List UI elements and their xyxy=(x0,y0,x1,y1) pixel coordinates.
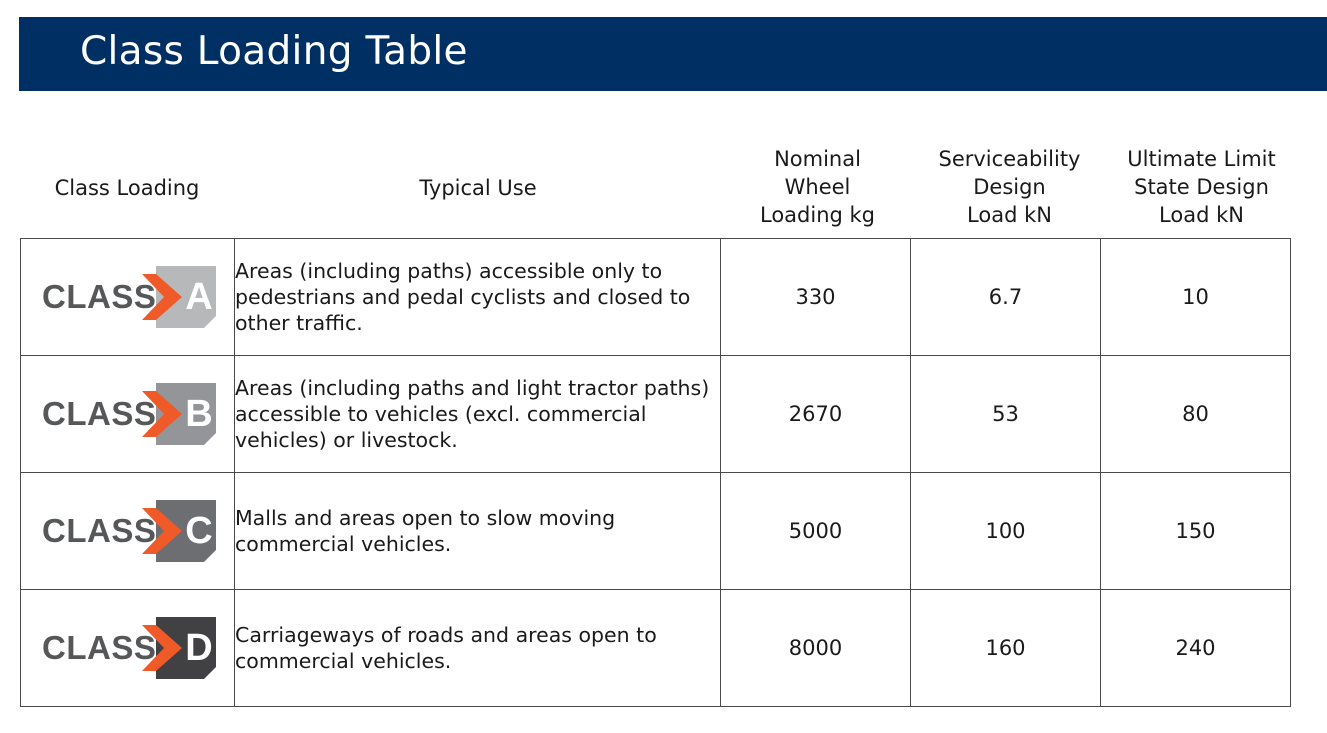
ultimate-load-cell: 150 xyxy=(1101,473,1291,590)
class-loading-table xyxy=(20,238,1291,707)
badge-letter: C xyxy=(185,510,213,552)
header-nominal-wheel-loading: Nominal Wheel Loading kg xyxy=(759,147,876,227)
badge-letter: B xyxy=(185,393,213,435)
ultimate-load-cell: 10 xyxy=(1101,239,1291,356)
header-typical-use: Typical Use xyxy=(419,176,537,200)
class-b-badge xyxy=(40,383,216,445)
table-row xyxy=(21,356,1291,473)
typical-use-cell: Areas (including paths) accessible only to pedestrians and pedal cyclists and closed to other traffic. xyxy=(235,239,721,356)
class-c-badge xyxy=(40,500,216,562)
header-serviceability-design-load: Serviceability Design Load kN xyxy=(938,147,1081,227)
badge-word: CLASS xyxy=(42,512,157,549)
title-bar xyxy=(19,17,1327,91)
class-a-badge xyxy=(40,266,216,328)
typical-use-cell: Areas (including paths and light tractor paths) accessible to vehicles (excl. commercial vehicles) or livestock. xyxy=(235,356,721,473)
table-row xyxy=(21,239,1291,356)
class-cell xyxy=(21,239,235,356)
header-class-loading: Class Loading xyxy=(54,176,200,200)
badge-letter: A xyxy=(185,276,213,318)
table-row xyxy=(21,473,1291,590)
serviceability-load-cell: 100 xyxy=(911,473,1101,590)
header-ultimate-limit-state-load: Ultimate Limit State Design Load kN xyxy=(1127,147,1276,227)
wheel-loading-cell: 5000 xyxy=(721,473,911,590)
wheel-loading-cell: 2670 xyxy=(721,356,911,473)
typical-use-cell: Malls and areas open to slow moving commercial vehicles. xyxy=(235,473,721,590)
ultimate-load-cell: 240 xyxy=(1101,590,1291,707)
class-d-badge xyxy=(40,617,216,679)
page-title: Class Loading Table xyxy=(80,29,468,74)
class-cell xyxy=(21,356,235,473)
wheel-loading-cell: 330 xyxy=(721,239,911,356)
badge-word: CLASS xyxy=(42,395,157,432)
serviceability-load-cell: 53 xyxy=(911,356,1101,473)
wheel-loading-cell: 8000 xyxy=(721,590,911,707)
table-row xyxy=(21,590,1291,707)
class-cell xyxy=(21,590,235,707)
badge-word: CLASS xyxy=(42,629,157,666)
typical-use-cell: Carriageways of roads and areas open to commercial vehicles. xyxy=(235,590,721,707)
serviceability-load-cell: 160 xyxy=(911,590,1101,707)
badge-word: CLASS xyxy=(42,278,157,315)
ultimate-load-cell: 80 xyxy=(1101,356,1291,473)
serviceability-load-cell: 6.7 xyxy=(911,239,1101,356)
badge-letter: D xyxy=(185,627,213,669)
class-cell xyxy=(21,473,235,590)
